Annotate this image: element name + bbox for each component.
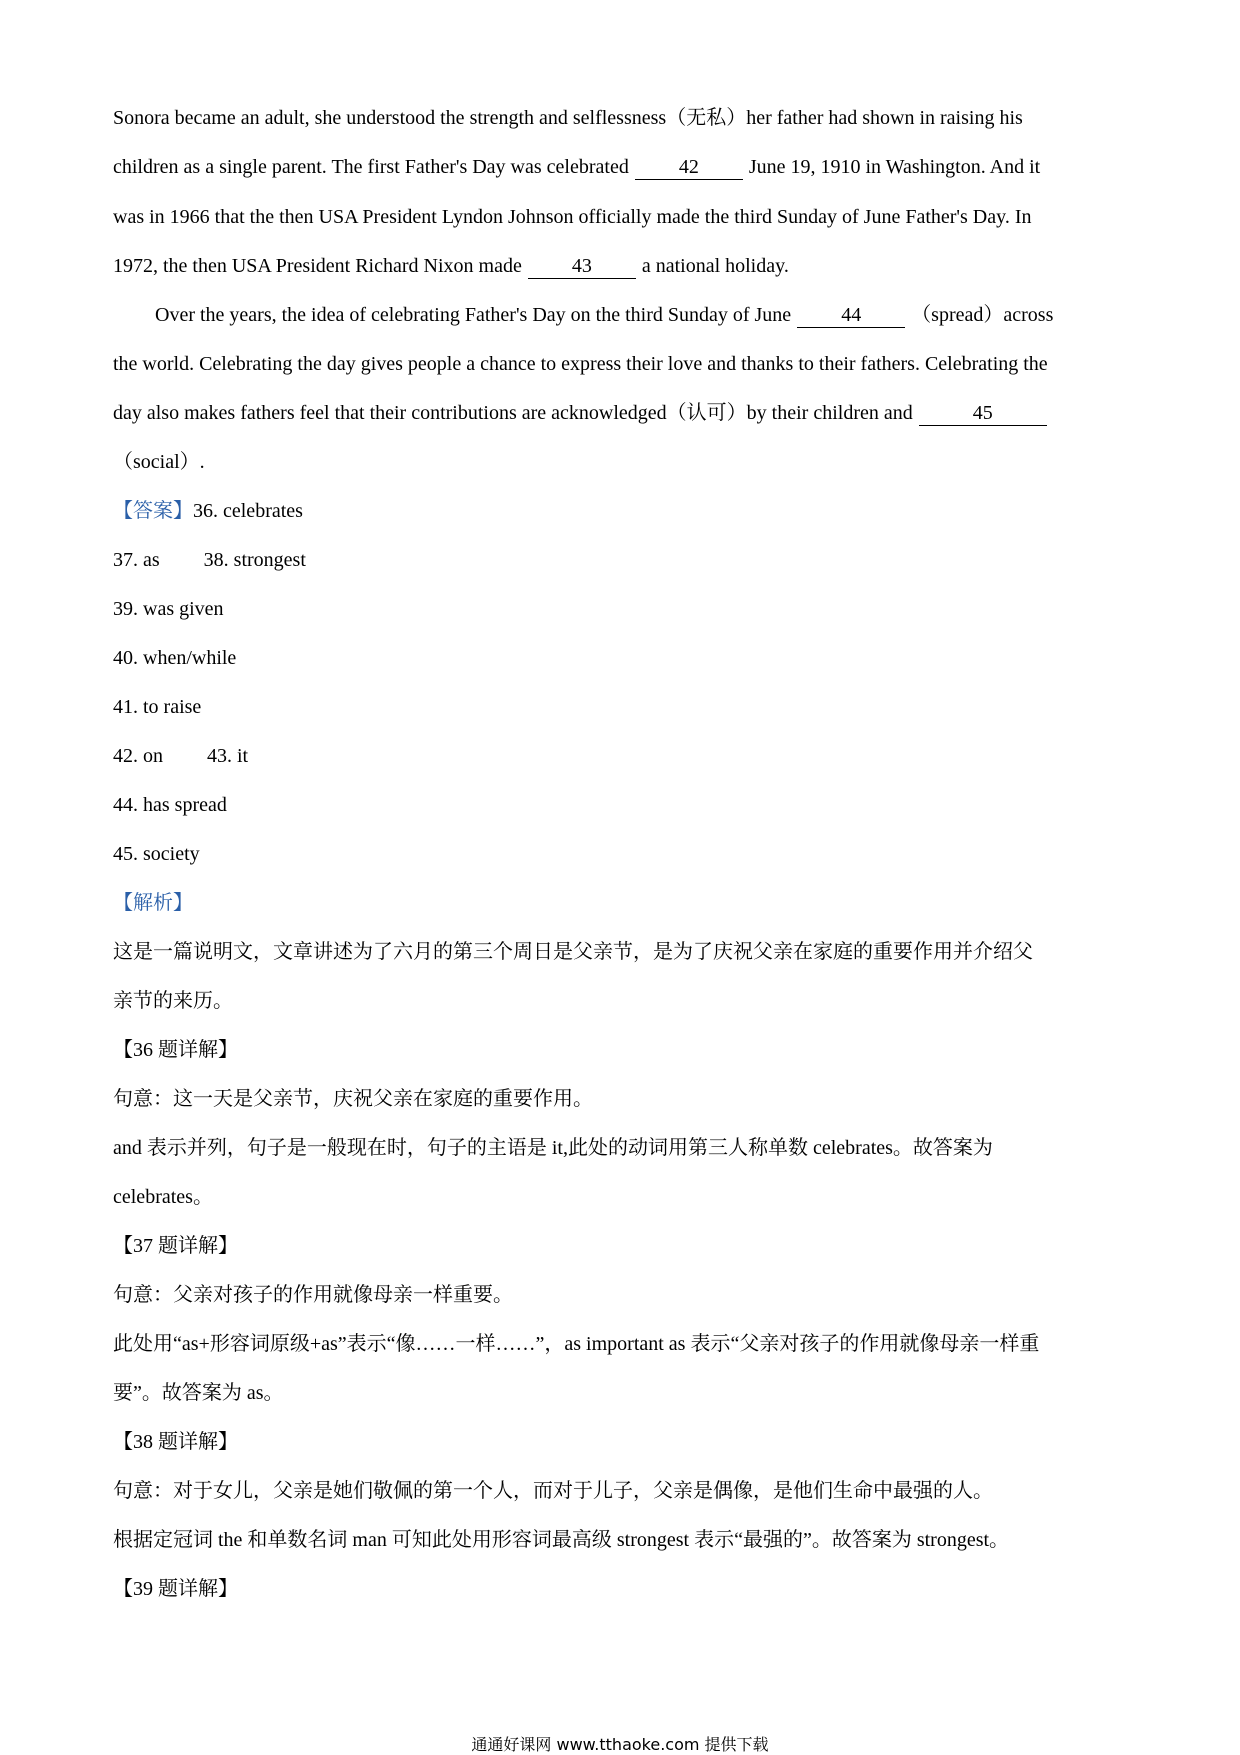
- passage-line: the world. Celebrating the day gives people a chance to express their love and thanks to their fathers. Celebrating the: [113, 353, 1048, 375]
- blank-42: 42: [635, 155, 743, 180]
- passage-line: Over the years, the idea of celebrating Father's Day on the third Sunday of June 44 （spread）across: [155, 304, 1054, 326]
- answer-line: 42. on 43. it: [113, 745, 249, 767]
- passage-line: was in 1966 that the then USA President Lyndon Johnson officially made the third Sunday of June Father's Day. In: [113, 206, 1032, 228]
- analysis-text: 句意：对于女儿，父亲是她们敬佩的第一个人，而对于儿子，父亲是偶像，是他们生命中最强的人。: [113, 1480, 993, 1502]
- passage-line: children as a single parent. The first Father's Day was celebrated 42 June 19, 1910 in Washington. And it: [113, 156, 1041, 178]
- blank-44: 44: [797, 303, 905, 328]
- answer-heading: 【答案】36. celebrates: [113, 500, 303, 522]
- analysis-text: 根据定冠词 the 和单数名词 man 可知此处用形容词最高级 strongest 表示“最强的”。故答案为 strongest。: [113, 1529, 1010, 1551]
- analysis-text: 此处用“as+形容词原级+as”表示“像……一样……”，as important as 表示“父亲对孩子的作用就像母亲一样重: [113, 1333, 1040, 1355]
- analysis-text: 句意：这一天是父亲节，庆祝父亲在家庭的重要作用。: [113, 1088, 593, 1110]
- answer-line: 37. as 38. strongest: [113, 549, 306, 571]
- analysis-text: 要”。故答案为 as。: [113, 1382, 284, 1404]
- page-footer: 通通好课网 www.tthaoke.com 提供下载: [471, 1735, 769, 1754]
- question-heading: 【39 题详解】: [113, 1578, 238, 1600]
- answer-line: 40. when/while: [113, 647, 237, 669]
- analysis-text: and 表示并列，句子是一般现在时，句子的主语是 it,此处的动词用第三人称单数 celebrates。故答案为: [113, 1137, 993, 1159]
- answer-line: 41. to raise: [113, 696, 202, 718]
- passage-line: 1972, the then USA President Richard Nixon made 43 a national holiday.: [113, 255, 789, 277]
- analysis-text: 这是一篇说明文，文章讲述为了六月的第三个周日是父亲节，是为了庆祝父亲在家庭的重要作用并介绍父: [113, 941, 1033, 963]
- blank-45: 45: [919, 401, 1047, 426]
- answer-line: 44. has spread: [113, 794, 227, 816]
- passage-line: day also makes fathers feel that their contributions are acknowledged（认可）by their children and 45: [113, 399, 1053, 427]
- question-heading: 【37 题详解】: [113, 1235, 238, 1257]
- answer-line: 39. was given: [113, 598, 224, 620]
- blank-43: 43: [528, 254, 636, 279]
- question-heading: 【38 题详解】: [113, 1431, 238, 1453]
- answer-label: 【答案】: [113, 500, 193, 522]
- answer-line: 45. society: [113, 843, 200, 865]
- analysis-text: 亲节的来历。: [113, 990, 233, 1012]
- analysis-label: 【解析】: [113, 892, 193, 914]
- question-heading: 【36 题详解】: [113, 1039, 238, 1061]
- passage-line: （social）.: [113, 451, 205, 473]
- passage-line: Sonora became an adult, she understood the strength and selflessness（无私）her father had shown in raising his: [113, 107, 1023, 129]
- analysis-text: celebrates。: [113, 1186, 213, 1208]
- analysis-text: 句意：父亲对孩子的作用就像母亲一样重要。: [113, 1284, 513, 1306]
